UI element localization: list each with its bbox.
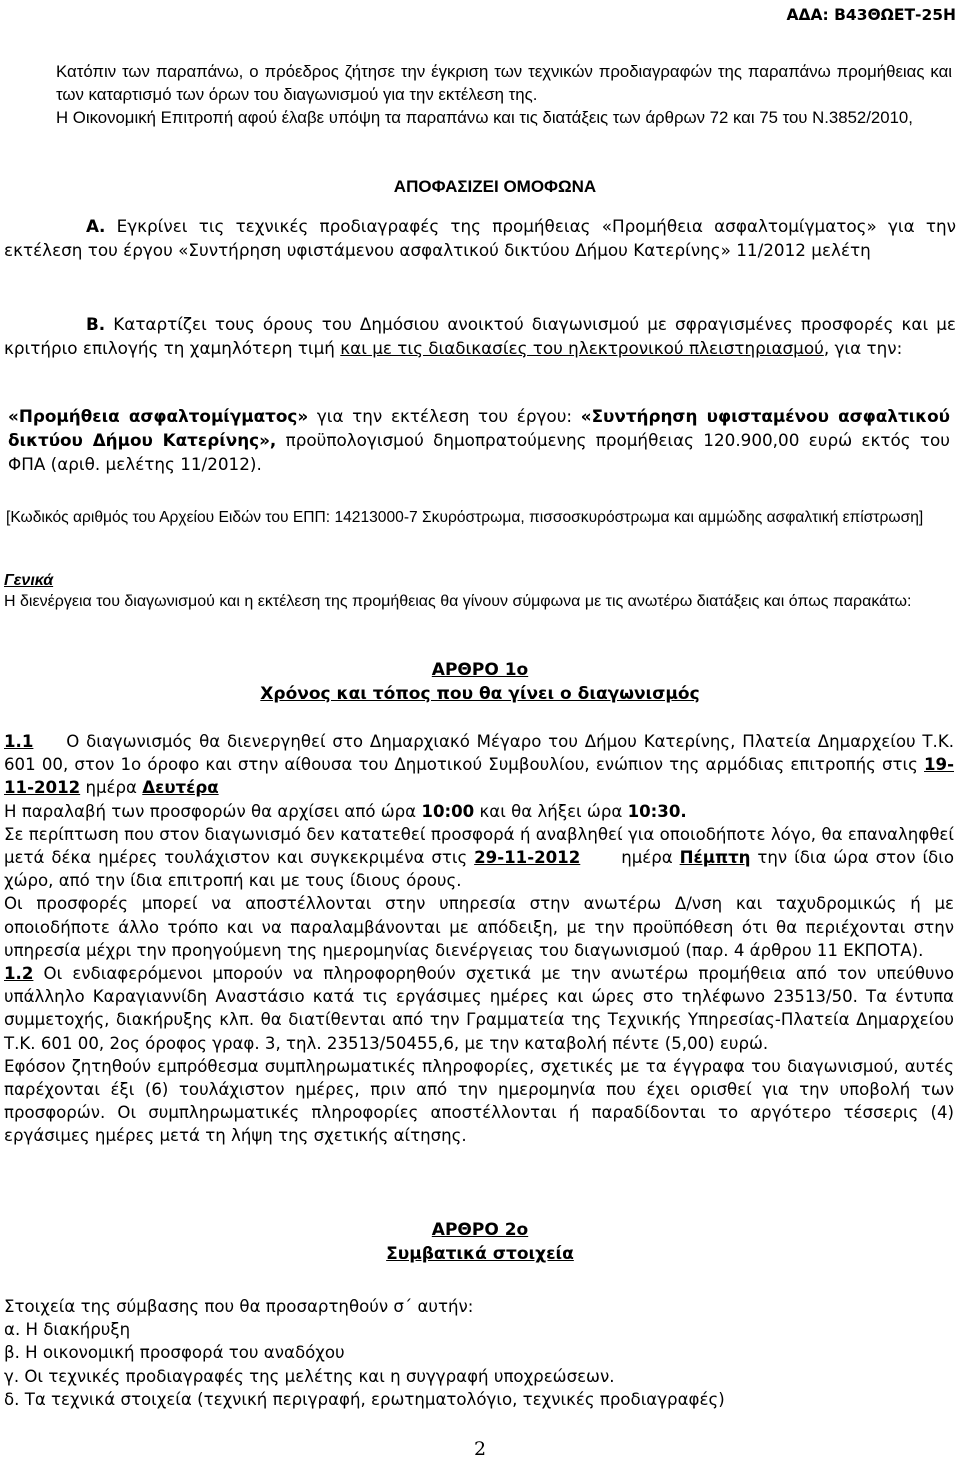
decision-a-label: Α. [86,216,106,236]
project-title: «Συντήρηση υφισταμένου ασφαλτικού δικτύου Δήμου Κατερίνης», [8,406,950,450]
receipt-times: Η παραλαβή των προσφορών θα αρχίσει από ώρα 10:00 και θα λήξει ώρα 10:30. [4,801,687,821]
repeat-date: 29-11-2012 [474,848,581,868]
decision-b [4,312,956,360]
decision-a-text: Εγκρίνει τις τεχνικές προδιαγραφές της προμήθειας «Προμήθεια ασφαλτομίγματος» για την εκτέλεση του έργου «Συντήρηση υφιστάμενου ασφαλτικού δικτύου Δήμου Κατερίνης» 11/2012 μελέτη [4,216,956,260]
decision-b-label: Β. [86,314,106,334]
repeat-clause: Σε περίπτωση που στον διαγωνισμό δεν κατατεθεί προσφορά ή αναβληθεί για οποιοδήποτε λόγο, θα επαναληφθεί μετά δέκα ημέρες τουλάχιστον και συγκεκριμένα στις 29-11-2012 ημέρα Πέμπτη την ίδια ώρα στον ίδιο χώρο, από την ίδια επιτροπή και με τους ίδιους όρους. [4,824,954,891]
procurement-connector: για την εκτέλεση του έργου: [308,406,581,426]
intro-paragraph-1: Κατόπιν των παραπάνω, ο πρόεδρος ζήτησε την έγκριση των τεχνικών προδιαγραφών της παραπάνω προμήθειας και των καταρτισμό των όρων του διαγωνισμού για την εκτέλεση της. [56,62,952,104]
section-1-2 [4,962,954,1055]
general-section [4,570,952,612]
decision-b-text: Καταρτίζει τους όρους του Δημόσιου ανοικτού διαγωνισμού με σφραγισμένες προσφορές και με κριτήριο επιλογής τη χαμηλότερη τιμή [4,314,956,358]
contract-item-c: γ. Οι τεχνικές προδιαγραφές της μελέτης και η συγγραφή υποχρεώσεων. [4,1366,615,1386]
contract-item-b: β. Η οικονομική προσφορά του αναδόχου [4,1343,345,1363]
general-heading: Γενικά [4,572,54,589]
article2-body [4,1295,954,1411]
section-1-1-number: 1.1 [4,732,34,751]
article1-subtitle: Χρόνος και τόπος που θα γίνει ο διαγωνισμός [260,684,700,704]
general-text: Η διενέργεια του διαγωνισμού και η εκτέλεση της προμήθειας θα γίνουν σύμφωνα με τις ανωτέρω διατάξεις και όπως παρακάτω: [4,593,912,610]
hearing-date: 19-11-2012 [4,755,954,798]
article2-heading [0,1218,960,1266]
article2-intro: Στοιχεία της σύμβασης που θα προσαρτηθούν σ΄ αυτήν: [4,1297,474,1316]
receipt-end-time: 10:30. [627,801,687,821]
hearing-day: Δευτέρα [142,778,219,798]
article1-title: ΑΡΘΡΟ 1ο [431,660,529,680]
offers-clause: Οι προσφορές μπορεί να αποστέλλονται στην υπηρεσία στην ανωτέρω Δ/νση και ταχυδρομικώς ή με οποιοδήποτε άλλο τρόπο και να παραλαμβάνονται με απόδειξη, με την προϋπόθεση ότι θα περιέχονται στην υπηρεσία μέχρι την προηγούμενη της ημερομηνίας διενέργειας του διαγωνισμού (παρ. 4 άρθρου 11 ΕΚΠΟΤΑ). [4,894,954,960]
ada-code: ΑΔΑ: Β43ΘΩΕΤ-25Η [786,6,956,24]
decision-b-auction-text: και με τις διαδικασίες του ηλεκτρονικού πλειστηριασμού [340,338,824,358]
procurement-subject [8,404,950,476]
procurement-budget: προϋπολογισμού δημοπρατούμενης προμήθειας 120.900,00 ευρώ εκτός του ΦΠΑ (αριθ. μελέτης 11/2012). [8,430,950,474]
contract-item-a: α. Η διακήρυξη [4,1320,131,1340]
intro-section [56,60,952,129]
repeat-day: Πέμπτη [679,848,751,868]
article1-heading [0,658,960,706]
decision-a [4,214,956,262]
article1-body [4,730,954,1148]
cpv-note [6,507,948,528]
decision-heading: ΑΠΟΦΑΣΙΖΕΙ ΟΜΟΦΩΝΑ [393,177,597,196]
intro-paragraph-2: Η Οικονομική Επιτροπή αφού έλαβε υπόψη τα παραπάνω και τις διατάξεις των άρθρων 72 και 75 του Ν.3852/2010, [56,108,913,127]
section-1-2-text: Οι ενδιαφερόμενοι μπορούν να πληροφορηθούν σχετικά με την ανωτέρω προμήθεια από τον υπεύθυνο υπάλληλο Καραγιαννίδη Αναστάσιο κατά τις εργάσιμες ημέρες και ώρες στο τηλέφωνο 23513/50. Τα έντυπα συμμετοχής, διακήρυξης κλπ. θα διατίθενται από την Γραμματεία της Τεχνικής Υπηρεσίας-Πλατεία Δημαρχείου Τ.Κ. 601 00, 2ος όροφος γραφ. 3, τηλ. 23513/50455,6, με την καταβολή πέντε (5,00) ευρώ. [4,964,954,1053]
info-clause: Εφόσον ζητηθούν εμπρόθεσμα συμπληρωματικές πληροφορίες, σχετικές με τα έγγραφα του διαγωνισμού, αυτές παρέχονται έξι (6) τουλάχιστον ημέρες, πριν από την ημερομηνία που έχει ορισθεί για την υποβολή των προσφορών. Οι συμπληρωματικές πληροφορίες αποστέλλονται ή παραδίδονται το αργότερο τέσσερις (4) εργάσιμες ημέρες μετά τη λήψη της σχετικής αίτησης. [4,1056,954,1146]
page-number: 2 [473,1438,487,1460]
section-1-1: 1.1 Ο διαγωνισμός θα διενεργηθεί στο Δημαρχιακό Μέγαρο του Δήμου Κατερίνης, Πλατεία Δημαρχείου Τ.Κ. 601 00, στον 1ο όροφο και στην αίθουσα του Δημοτικού Συμβουλίου, ενώπιον της αρμόδιας επιτροπής στις 19-11-2012 ημέρα Δευτέρα [4,732,954,798]
cpv-text: [Κωδικός αριθμός του Αρχείου Ειδών του ΕΠΠ: 14213000-7 Σκυρόστρωμα, πισσοσκυρόστρωμα και αμμώδης ασφαλτική επίστρωση] [6,509,924,526]
decision-b-text-end: , για την: [823,338,903,358]
receipt-start-time: 10:00 [421,801,475,821]
section-1-2-number: 1.2 [4,964,34,984]
contract-item-d: δ. Τα τεχνικά στοιχεία (τεχνική περιγραφή, ερωτηματολόγιο, τεχνικές προδιαγραφές) [4,1389,725,1409]
procurement-title: «Προμήθεια ασφαλτομίγματος» [8,406,309,426]
section-1-1-text: Ο διαγωνισμός θα διενεργηθεί στο Δημαρχιακό Μέγαρο του Δήμου Κατερίνης, Πλατεία Δημαρχείου Τ.Κ. 601 00, στον 1ο όροφο και στην αίθουσα του Δημοτικού Συμβουλίου, ενώπιον της αρμόδιας επιτροπής στις [4,732,954,775]
article2-subtitle: Συμβατικά στοιχεία [386,1244,574,1264]
article2-title: ΑΡΘΡΟ 2ο [431,1220,529,1240]
